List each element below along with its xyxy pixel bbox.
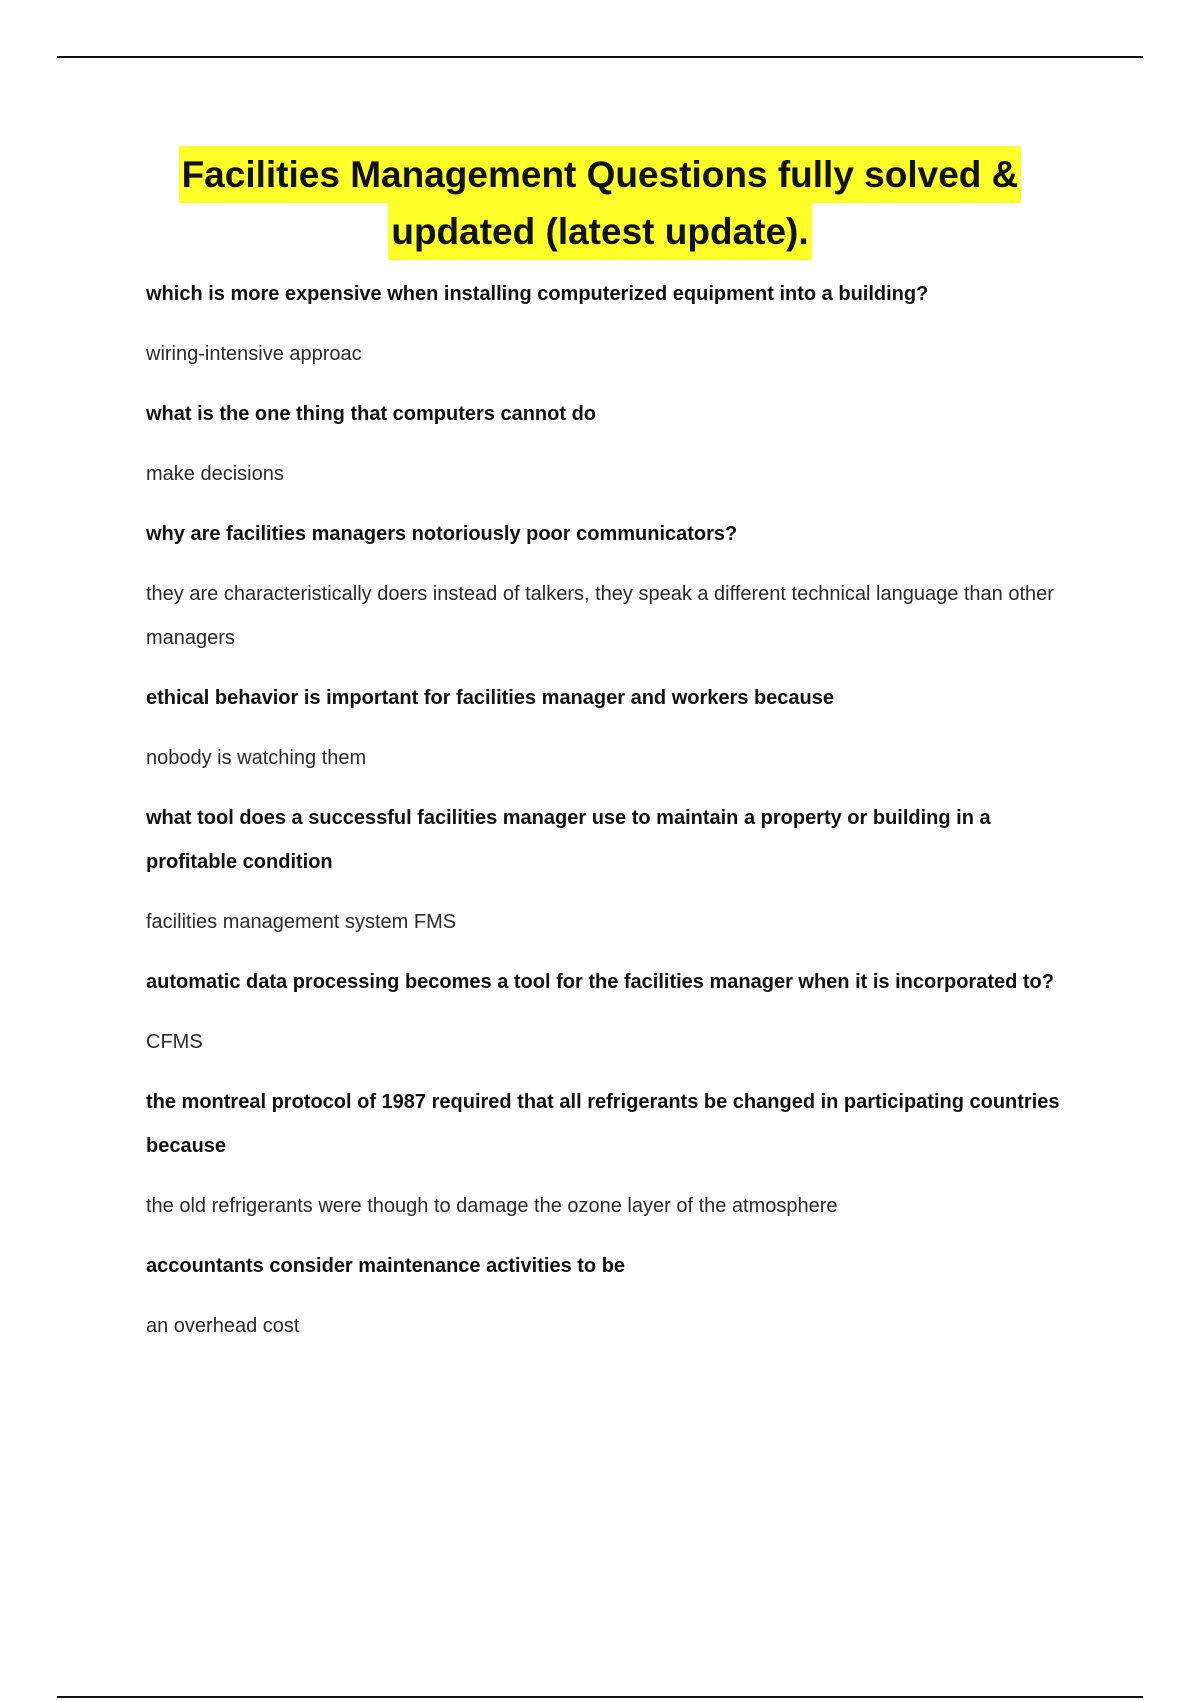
answer-3: they are characteristically doers instead of talkers, they speak a different technical language than other managers — [146, 583, 1054, 649]
answer-2: make decisions — [146, 463, 284, 485]
question-3: why are facilities managers notoriously poor communicators? — [146, 523, 738, 545]
question-4: ethical behavior is important for facilities manager and workers because — [146, 687, 835, 709]
question-7: the montreal protocol of 1987 required that all refrigerants be changed in participating countries because — [146, 1091, 1060, 1157]
answer-6: CFMS — [146, 1031, 203, 1053]
qa-list — [146, 272, 1076, 1364]
top-rule — [57, 56, 1143, 58]
question-1: which is more expensive when installing computerized equipment into a building? — [146, 283, 929, 305]
answer-1: wiring-intensive approac — [146, 343, 362, 365]
bottom-rule — [57, 1696, 1143, 1698]
question-8: accountants consider maintenance activities to be — [146, 1255, 626, 1277]
answer-5: facilities management system FMS — [146, 911, 457, 933]
title-line-2: updated (latest update). — [388, 203, 811, 260]
title-line-1: Facilities Management Questions fully solved & — [179, 146, 1022, 203]
document-title — [0, 146, 1200, 260]
question-6: automatic data processing becomes a tool for the facilities manager when it is incorporated to? — [146, 971, 1054, 993]
question-2: what is the one thing that computers cannot do — [146, 403, 597, 425]
answer-7: the old refrigerants were though to damage the ozone layer of the atmosphere — [146, 1195, 838, 1217]
answer-4: nobody is watching them — [146, 747, 367, 769]
answer-8: an overhead cost — [146, 1315, 300, 1337]
question-5: what tool does a successful facilities manager use to maintain a property or building in a profitable condition — [146, 807, 991, 873]
